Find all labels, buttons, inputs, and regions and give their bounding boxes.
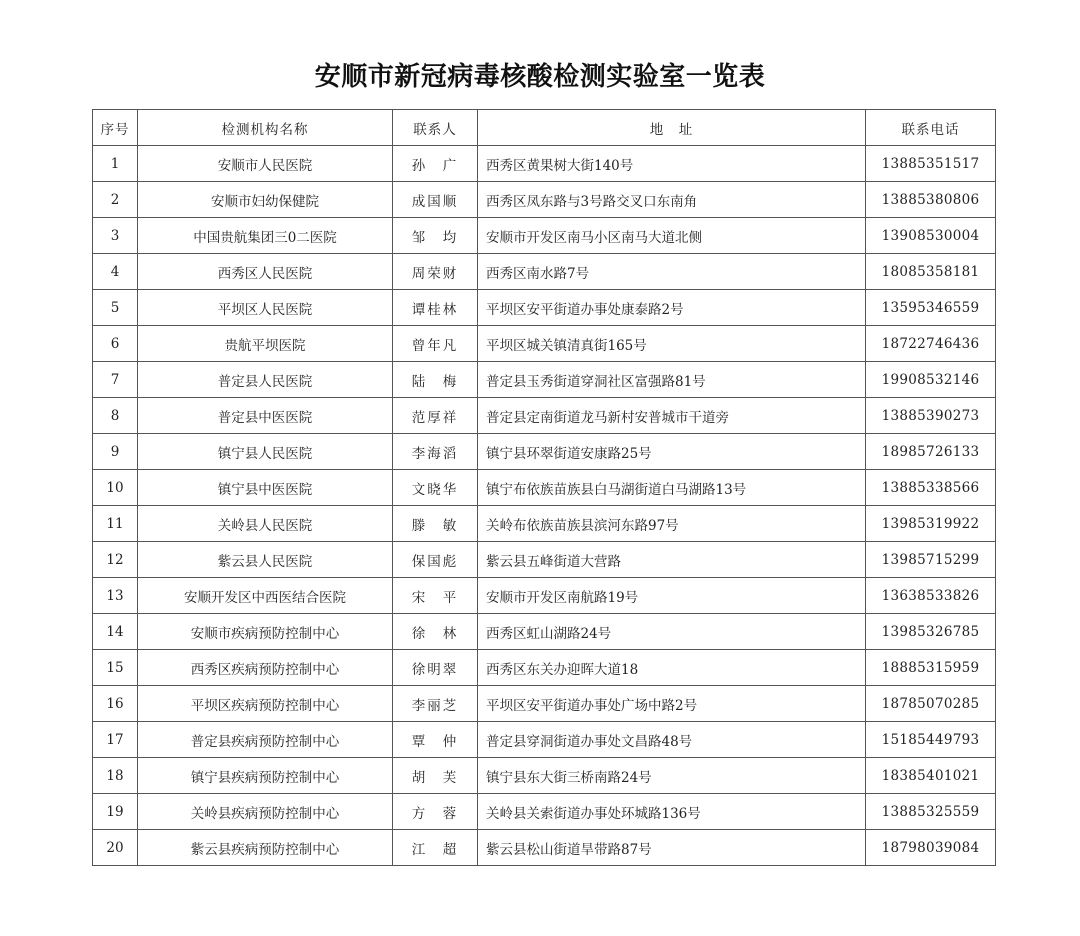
table-row xyxy=(93,434,996,470)
phone-number: 13885390273 xyxy=(866,398,996,434)
row-index: 15 xyxy=(93,650,138,686)
institution-name: 安顺市疾病预防控制中心 xyxy=(138,614,393,650)
row-index: 19 xyxy=(93,794,138,830)
institution-name: 普定县中医医院 xyxy=(138,398,393,434)
contact-person: 李海滔 xyxy=(393,434,478,470)
institution-name: 关岭县人民医院 xyxy=(138,506,393,542)
row-index: 20 xyxy=(93,830,138,866)
institution-name: 镇宁县疾病预防控制中心 xyxy=(138,758,393,794)
institution-name: 镇宁县中医医院 xyxy=(138,470,393,506)
header-phone: 联系电话 xyxy=(866,110,996,146)
institution-name: 普定县疾病预防控制中心 xyxy=(138,722,393,758)
address: 西秀区虹山湖路24号 xyxy=(478,614,866,650)
page-title: 安顺市新冠病毒核酸检测实验室一览表 xyxy=(314,62,766,92)
table-row xyxy=(93,218,996,254)
address: 平坝区城关镇清真街165号 xyxy=(478,326,866,362)
institution-name: 紫云县疾病预防控制中心 xyxy=(138,830,393,866)
address: 关岭县关索街道办事处环城路136号 xyxy=(478,794,866,830)
header-institution: 检测机构名称 xyxy=(138,110,393,146)
contact-person: 文晓华 xyxy=(393,470,478,506)
table-row xyxy=(93,830,996,866)
phone-number: 13885325559 xyxy=(866,794,996,830)
row-index: 17 xyxy=(93,722,138,758)
contact-person: 范厚祥 xyxy=(393,398,478,434)
contact-person: 宋 平 xyxy=(393,578,478,614)
phone-number: 13985326785 xyxy=(866,614,996,650)
contact-person: 曾年凡 xyxy=(393,326,478,362)
institution-name: 关岭县疾病预防控制中心 xyxy=(138,794,393,830)
contact-person: 邹 均 xyxy=(393,218,478,254)
header-address: 地 址 xyxy=(478,110,866,146)
contact-person: 江 超 xyxy=(393,830,478,866)
lab-table xyxy=(92,109,996,866)
contact-person: 谭桂林 xyxy=(393,290,478,326)
institution-name: 西秀区人民医院 xyxy=(138,254,393,290)
table-row xyxy=(93,470,996,506)
table-row xyxy=(93,686,996,722)
institution-name: 平坝区人民医院 xyxy=(138,290,393,326)
institution-name: 中国贵航集团三0二医院 xyxy=(138,218,393,254)
row-index: 12 xyxy=(93,542,138,578)
phone-number: 13885351517 xyxy=(866,146,996,182)
address: 平坝区安平街道办事处广场中路2号 xyxy=(478,686,866,722)
table-row xyxy=(93,362,996,398)
table-row xyxy=(93,614,996,650)
phone-number: 18785070285 xyxy=(866,686,996,722)
institution-name: 安顺市妇幼保健院 xyxy=(138,182,393,218)
row-index: 11 xyxy=(93,506,138,542)
header-index: 序号 xyxy=(93,110,138,146)
table-row xyxy=(93,326,996,362)
table-row xyxy=(93,182,996,218)
address: 普定县穿洞街道办事处文昌路48号 xyxy=(478,722,866,758)
address: 紫云县松山街道旱带路87号 xyxy=(478,830,866,866)
contact-person: 保国彪 xyxy=(393,542,478,578)
table-row xyxy=(93,146,996,182)
contact-person: 陆 梅 xyxy=(393,362,478,398)
phone-number: 18385401021 xyxy=(866,758,996,794)
row-index: 18 xyxy=(93,758,138,794)
phone-number: 13985319922 xyxy=(866,506,996,542)
institution-name: 镇宁县人民医院 xyxy=(138,434,393,470)
address: 西秀区南水路7号 xyxy=(478,254,866,290)
row-index: 1 xyxy=(93,146,138,182)
institution-name: 紫云县人民医院 xyxy=(138,542,393,578)
address: 西秀区东关办迎晖大道18 xyxy=(478,650,866,686)
row-index: 9 xyxy=(93,434,138,470)
table-row xyxy=(93,722,996,758)
table-row xyxy=(93,254,996,290)
phone-number: 18985726133 xyxy=(866,434,996,470)
table-row xyxy=(93,578,996,614)
institution-name: 安顺开发区中西医结合医院 xyxy=(138,578,393,614)
row-index: 6 xyxy=(93,326,138,362)
address: 西秀区凤东路与3号路交叉口东南角 xyxy=(478,182,866,218)
contact-person: 李丽芝 xyxy=(393,686,478,722)
phone-number: 18722746436 xyxy=(866,326,996,362)
address: 镇宁县东大街三桥南路24号 xyxy=(478,758,866,794)
table-row xyxy=(93,794,996,830)
table-row xyxy=(93,758,996,794)
contact-person: 徐明翠 xyxy=(393,650,478,686)
phone-number: 13985715299 xyxy=(866,542,996,578)
address: 普定县玉秀街道穿洞社区富强路81号 xyxy=(478,362,866,398)
row-index: 5 xyxy=(93,290,138,326)
address: 普定县定南街道龙马新村安普城市干道旁 xyxy=(478,398,866,434)
address: 安顺市开发区南马小区南马大道北侧 xyxy=(478,218,866,254)
phone-number: 18885315959 xyxy=(866,650,996,686)
phone-number: 18085358181 xyxy=(866,254,996,290)
phone-number: 13908530004 xyxy=(866,218,996,254)
contact-person: 成国顺 xyxy=(393,182,478,218)
phone-number: 13885338566 xyxy=(866,470,996,506)
address: 平坝区安平街道办事处康泰路2号 xyxy=(478,290,866,326)
institution-name: 普定县人民医院 xyxy=(138,362,393,398)
contact-person: 滕 敏 xyxy=(393,506,478,542)
address: 安顺市开发区南航路19号 xyxy=(478,578,866,614)
address: 关岭布依族苗族县滨河东路97号 xyxy=(478,506,866,542)
header-contact: 联系人 xyxy=(393,110,478,146)
table-row xyxy=(93,542,996,578)
table-row xyxy=(93,398,996,434)
institution-name: 西秀区疾病预防控制中心 xyxy=(138,650,393,686)
row-index: 10 xyxy=(93,470,138,506)
row-index: 16 xyxy=(93,686,138,722)
address: 镇宁布依族苗族县白马湖街道白马湖路13号 xyxy=(478,470,866,506)
row-index: 4 xyxy=(93,254,138,290)
row-index: 13 xyxy=(93,578,138,614)
address: 西秀区黄果树大街140号 xyxy=(478,146,866,182)
phone-number: 13885380806 xyxy=(866,182,996,218)
institution-name: 安顺市人民医院 xyxy=(138,146,393,182)
contact-person: 徐 林 xyxy=(393,614,478,650)
contact-person: 方 蓉 xyxy=(393,794,478,830)
address: 镇宁县环翠街道安康路25号 xyxy=(478,434,866,470)
row-index: 2 xyxy=(93,182,138,218)
institution-name: 平坝区疾病预防控制中心 xyxy=(138,686,393,722)
table-row xyxy=(93,506,996,542)
phone-number: 13595346559 xyxy=(866,290,996,326)
row-index: 3 xyxy=(93,218,138,254)
phone-number: 19908532146 xyxy=(866,362,996,398)
row-index: 8 xyxy=(93,398,138,434)
table-row xyxy=(93,290,996,326)
table-header-row xyxy=(93,110,996,146)
contact-person: 覃 仲 xyxy=(393,722,478,758)
row-index: 14 xyxy=(93,614,138,650)
contact-person: 孙 广 xyxy=(393,146,478,182)
phone-number: 13638533826 xyxy=(866,578,996,614)
contact-person: 胡 芙 xyxy=(393,758,478,794)
institution-name: 贵航平坝医院 xyxy=(138,326,393,362)
table-row xyxy=(93,650,996,686)
phone-number: 15185449793 xyxy=(866,722,996,758)
address: 紫云县五峰街道大营路 xyxy=(478,542,866,578)
contact-person: 周荣财 xyxy=(393,254,478,290)
row-index: 7 xyxy=(93,362,138,398)
phone-number: 18798039084 xyxy=(866,830,996,866)
